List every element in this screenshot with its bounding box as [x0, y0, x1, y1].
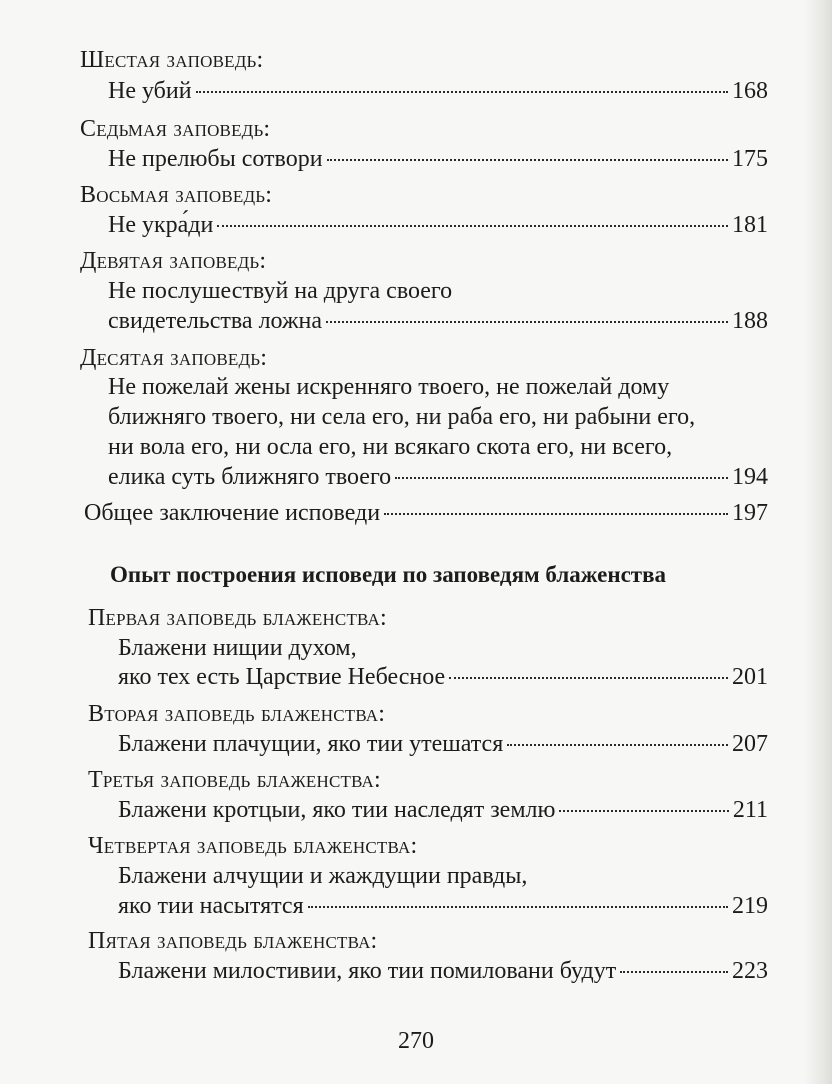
- toc-entry-text: Не укра́ди: [108, 212, 214, 238]
- toc-entry-text: Блажени нищии духом,: [118, 635, 357, 661]
- toc-entry-text: ни вола его, ни осла его, ни всякаго скота его, ни всего,: [108, 434, 673, 460]
- toc-leader-dots: [326, 321, 728, 323]
- toc-entry-text: ближняго твоего, ни села его, ни раба его, ни рабыни его,: [108, 404, 696, 430]
- toc-page-number: 211: [732, 797, 768, 823]
- toc-page-number: 207: [732, 731, 768, 757]
- toc-entry-text: Не пожелай жены искренняго твоего, не пожелай дому: [108, 374, 670, 400]
- toc-page-number: 197: [732, 500, 768, 526]
- toc-entry-text: елика суть ближняго твоего: [108, 464, 392, 490]
- toc-heading: Десятая заповедь:: [80, 345, 268, 371]
- page-number: 270: [398, 1028, 434, 1054]
- toc-leader-dots: [384, 513, 728, 515]
- toc-heading: Восьмая заповедь:: [80, 182, 273, 208]
- toc-entry[interactable]: [118, 958, 768, 985]
- toc-heading: Вторая заповедь блаженства:: [88, 701, 386, 727]
- toc-entry[interactable]: [118, 797, 768, 824]
- toc-entry[interactable]: [118, 731, 768, 758]
- toc-entry-text: Блажени алчущии и жаждущии правды,: [118, 863, 528, 889]
- toc-entry-text: Не прелюбы сотвори: [108, 146, 323, 172]
- toc-entry-text: яко тии насытятся: [118, 893, 304, 919]
- toc-entry-text: яко тех есть Царствие Небесное: [118, 664, 446, 690]
- toc-leader-dots: [217, 225, 728, 227]
- toc-entry-text: Не послушествуй на друга своего: [108, 278, 453, 304]
- toc-heading: Первая заповедь блаженства:: [88, 605, 387, 631]
- toc-heading: Пятая заповедь блаженства:: [88, 928, 378, 954]
- toc-leader-dots: [449, 677, 728, 679]
- toc-heading: Седьмая заповедь:: [80, 116, 271, 142]
- page-edge-shadow: [804, 0, 832, 1084]
- toc-entry[interactable]: [118, 664, 768, 691]
- toc-entry[interactable]: [108, 212, 768, 239]
- toc-leader-dots: [395, 477, 728, 479]
- toc-page-number: 223: [732, 958, 768, 984]
- toc-leader-dots: [620, 971, 728, 973]
- toc-entry[interactable]: [108, 78, 768, 105]
- toc-entry-text: свидетельства ложна: [108, 308, 323, 334]
- toc-leader-dots: [559, 810, 728, 812]
- section-title: Опыт построения исповеди по заповедям блаженства: [110, 562, 667, 587]
- toc-heading: Девятая заповедь:: [80, 248, 267, 274]
- toc-leader-dots: [327, 159, 728, 161]
- toc-page-number: 175: [732, 146, 768, 172]
- toc-entry-text: Не убий: [108, 78, 192, 104]
- toc-leader-dots: [308, 906, 728, 908]
- toc-heading: Четвертая заповедь блаженства:: [88, 833, 418, 859]
- toc-page-number: 188: [732, 308, 768, 334]
- toc-entry-text: Общее заключение исповеди: [84, 500, 381, 526]
- toc-entry[interactable]: [108, 464, 768, 491]
- toc-page-number: 194: [732, 464, 768, 490]
- toc-entry[interactable]: [108, 308, 768, 335]
- toc-leader-dots: [196, 91, 728, 93]
- toc-page-number: 219: [732, 893, 768, 919]
- toc-page-number: 181: [732, 212, 768, 238]
- toc-entry-text: Блажени кротцыи, яко тии наследят землю: [118, 797, 556, 823]
- toc-entry[interactable]: [118, 893, 768, 920]
- toc-leader-dots: [507, 744, 728, 746]
- toc-heading: Шестая заповедь:: [80, 47, 264, 73]
- toc-entry[interactable]: [84, 500, 768, 527]
- toc-heading: Третья заповедь блаженства:: [88, 767, 381, 793]
- toc-entry[interactable]: [108, 146, 768, 173]
- toc-page-number: 168: [732, 78, 768, 104]
- toc-entry-text: Блажени милостивии, яко тии помиловани будут: [118, 958, 617, 984]
- toc-entry-text: Блажени плачущии, яко тии утешатся: [118, 731, 504, 757]
- toc-page-number: 201: [732, 664, 768, 690]
